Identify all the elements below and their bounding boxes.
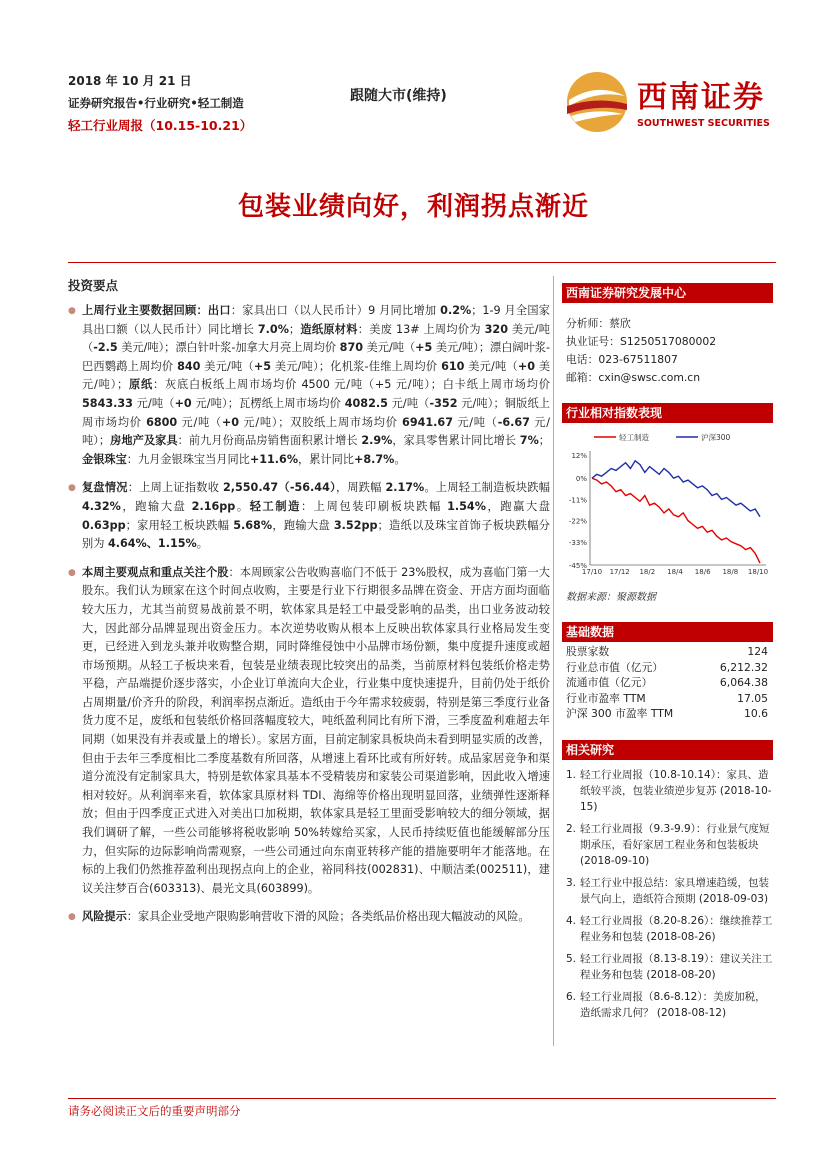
footer-divider xyxy=(68,1098,776,1099)
bullet-data-review xyxy=(68,302,550,469)
bullet-text xyxy=(82,304,550,466)
stats-value: 6,212.32 xyxy=(719,660,768,674)
related-item-title: 轻工行业周报（10.8-10.14）：家具、造纸较平淡，包装业绩逆步复苏 xyxy=(580,769,769,797)
text-run: ：上周包装印刷板块跌幅 xyxy=(300,499,448,513)
stats-label: 股票家数 xyxy=(566,645,610,658)
bold-run: +11.6% xyxy=(249,452,299,466)
text-run: 元/吨（ xyxy=(387,396,430,410)
related-research-item[interactable] xyxy=(566,767,776,815)
bold-run: +5 xyxy=(415,341,433,355)
bold-run: 5843.33 xyxy=(82,396,133,410)
stats-row xyxy=(566,660,768,676)
text-run: 美元/吨）；化机浆-佳维上周均价 xyxy=(271,359,442,373)
bold-run: 风险提示 xyxy=(82,910,127,924)
bold-run: 6800 xyxy=(146,415,178,429)
report-date: 2018 年 10 月 21 日 xyxy=(68,74,192,88)
relative-index-chart xyxy=(558,425,774,585)
bullet-text xyxy=(82,481,550,550)
text-run: 元/吨（ xyxy=(177,415,222,429)
related-item-date: (2018-08-20) xyxy=(646,969,716,981)
related-research-item[interactable] xyxy=(566,875,776,907)
bold-run: +0 xyxy=(517,359,536,373)
text-run: ：九月金银珠宝当月同比 xyxy=(126,452,250,466)
text-run: ，跑赢大盘 xyxy=(485,499,550,513)
related-research-bar: 相关研究 xyxy=(562,740,773,760)
bold-run: 上周行业主要数据回顾：出口 xyxy=(82,304,231,317)
related-item-title: 轻工行业中报总结：家具增速趋缓，包装景气向上，造纸符合预期 xyxy=(580,877,769,905)
bullet-key-views xyxy=(68,564,550,899)
y-tick-label: -33% xyxy=(568,538,587,547)
series-line xyxy=(592,461,760,517)
text-run: ； xyxy=(538,434,550,448)
bold-run: 金银珠宝 xyxy=(82,452,127,466)
research-center-bar: 西南证券研究发展中心 xyxy=(562,283,773,303)
page-title: 包装业绩向好，利润拐点渐近 xyxy=(237,192,589,222)
related-research-item[interactable] xyxy=(566,821,776,869)
legend-label: 沪深300 xyxy=(701,433,731,442)
related-item-date: (2018-08-26) xyxy=(646,931,716,943)
stats-value: 124 xyxy=(747,645,768,658)
bold-run: 2.9% xyxy=(361,434,393,448)
related-item-number: 4. xyxy=(566,915,577,927)
brand-emblem-icon xyxy=(565,70,629,134)
text-run: ：家具企业受地产限购影响营收下滑的风险；各类纸品价格出现大幅波动的风险。 xyxy=(126,910,530,924)
rating: 跟随大市(维持) xyxy=(350,88,447,104)
bold-run: 5.68% xyxy=(233,518,273,532)
stats-label: 沪深 300 市盈率 TTM xyxy=(566,707,674,720)
analyst-phone: 电话：023-67511807 xyxy=(566,353,678,366)
text-run: 美元/吨）； xyxy=(82,359,551,392)
x-tick-label: 18/4 xyxy=(667,568,683,576)
text-run: 元/吨（ xyxy=(132,396,175,410)
stats-label: 行业总市值（亿元） xyxy=(566,660,664,674)
text-run: 。上周轻工制造板块跌幅 xyxy=(424,481,550,495)
related-research-item[interactable] xyxy=(566,951,776,983)
text-run: ，累计同比 xyxy=(298,452,354,466)
bold-run: 原纸 xyxy=(128,378,154,392)
bold-run: +0 xyxy=(174,396,192,410)
related-item-number: 5. xyxy=(566,953,577,965)
text-run: ；家用轻工板块跌幅 xyxy=(125,518,234,532)
text-run: 美元/吨（ xyxy=(363,341,416,355)
bold-run: 1.54% xyxy=(447,499,486,513)
text-run: ，家具零售累计同比增长 xyxy=(392,434,520,448)
analyst-name: 分析师：蔡欣 xyxy=(566,317,631,330)
stats-label: 流通市值（亿元） xyxy=(566,676,653,689)
bullet-text xyxy=(82,910,530,923)
text-run: ：上周上证指数收 xyxy=(127,481,223,495)
text-run: 美元/吨）；漂白针叶浆-加拿大月亮上周均价 xyxy=(117,341,340,355)
analyst-license: 执业证号：S1250517080002 xyxy=(566,335,717,348)
text-run: 元/吨）；铜版纸上周市场均价 xyxy=(82,396,550,429)
bold-run: 复盘情况 xyxy=(82,481,128,495)
related-research-item[interactable] xyxy=(566,913,776,945)
bullet-market-review xyxy=(68,479,550,553)
bold-run: 7.0% xyxy=(257,322,289,336)
main-bullets xyxy=(68,302,550,931)
x-tick-label: 18/10 xyxy=(747,568,769,576)
x-tick-label: 18/2 xyxy=(639,568,656,576)
bold-run: 4082.5 xyxy=(344,396,388,410)
bold-run: 0.2% xyxy=(440,304,472,317)
bold-run: 0.63pp xyxy=(82,518,126,532)
related-item-title: 轻工行业周报（8.20-8.26）：继续推荐工程业务和包装 xyxy=(580,915,773,943)
stats-value: 10.6 xyxy=(743,707,768,720)
brand-logo xyxy=(565,68,775,138)
bold-run: 6941.67 xyxy=(402,415,453,429)
brand-name-cn: 西南证券 xyxy=(637,80,765,115)
report-category: 证券研究报告•行业研究•轻工制造 xyxy=(68,96,244,110)
bullet-risk xyxy=(68,908,550,927)
text-run: ，跑输大盘 xyxy=(272,518,334,532)
stats-label: 行业市盈率 TTM xyxy=(566,691,646,705)
related-item-date: (2018-08-12) xyxy=(656,1007,727,1019)
text-run: ：美废 13# 上周均价为 xyxy=(357,322,485,336)
text-run: ；1-9 月全国家具出口额（以人民币计）同比增长 xyxy=(82,304,550,336)
section-heading: 投资要点 xyxy=(68,278,119,293)
bullet-text xyxy=(82,566,550,895)
bold-run: 870 xyxy=(339,341,364,355)
bold-run: 本周主要观点和重点关注个股 xyxy=(82,565,229,579)
bold-run: 轻工制造 xyxy=(249,499,301,513)
bold-run: -2.5 xyxy=(93,341,118,355)
legend-label: 轻工制造 xyxy=(619,433,649,442)
bold-run: 2,550.47（-56.44） xyxy=(222,481,336,495)
footer-disclaimer: 请务必阅读正文后的重要声明部分 xyxy=(68,1104,241,1118)
series-line xyxy=(592,478,760,563)
bold-run: 2.17% xyxy=(385,481,425,495)
text-run: 元/吨）； xyxy=(82,415,550,448)
text-run: ：灰底白板纸上周市场均价 4500 元/吨（+5 元/吨）；白卡纸上周市场均价 xyxy=(153,378,550,392)
bold-run: 4.64%、1.15% xyxy=(107,537,197,551)
y-tick-label: 0% xyxy=(575,475,587,484)
bold-run: +0 xyxy=(221,415,240,429)
text-run: 美元/吨）；漂白阔叶浆-巴西鹦鹉上周均价 xyxy=(82,341,551,373)
x-tick-label: 18/6 xyxy=(694,568,711,576)
y-tick-label: 12% xyxy=(571,452,587,460)
text-run: 美元/吨（ xyxy=(200,359,254,373)
y-tick-label: -22% xyxy=(568,517,587,526)
text-run: ；造纸以及珠宝首饰子板块跌幅分别为 xyxy=(82,518,550,551)
text-run: ，周跌幅 xyxy=(335,481,386,495)
x-tick-label: 18/8 xyxy=(722,568,739,576)
text-run: 元/吨）；瓦楞纸上周市场均价 xyxy=(191,396,345,410)
bold-run: 造纸原材料 xyxy=(300,322,358,336)
stats-row xyxy=(566,644,768,660)
y-tick-label: -11% xyxy=(568,496,587,505)
related-item-number: 2. xyxy=(566,823,577,835)
related-item-date: (2018-09-03) xyxy=(698,893,769,905)
x-tick-label: 17/10 xyxy=(581,568,603,576)
bold-run: 3.52pp xyxy=(333,518,378,532)
bold-run: -352 xyxy=(429,396,458,410)
bold-run: +5 xyxy=(253,359,272,373)
bold-run: -6.67 xyxy=(497,415,530,429)
bold-run: 2.16pp xyxy=(191,499,236,513)
bold-run: 840 xyxy=(177,359,201,373)
stats-row xyxy=(566,691,768,707)
y-tick-label: -45% xyxy=(568,562,587,570)
related-item-date: (2018-09-10) xyxy=(580,855,650,867)
text-run: 。 xyxy=(394,452,406,466)
stats-row xyxy=(566,675,768,691)
basic-data-bar: 基础数据 xyxy=(562,622,773,642)
index-performance-bar: 行业相对指数表现 xyxy=(562,403,773,423)
data-source: 数据来源：聚源数据 xyxy=(566,592,656,603)
text-run: 元/吨（ xyxy=(453,415,498,429)
text-run: ：前九月份商品房销售面积累计增长 xyxy=(177,434,362,448)
related-research-list xyxy=(566,767,776,1027)
bold-run: 4.32% xyxy=(82,499,121,513)
bold-run: +8.7% xyxy=(353,452,395,466)
bold-run: 610 xyxy=(441,359,465,373)
text-run: 美元/吨（ xyxy=(82,322,550,355)
stats-value: 6,064.38 xyxy=(719,676,768,689)
text-run: ，跑输大盘 xyxy=(120,499,192,513)
report-name: 轻工行业周报（10.15-10.21） xyxy=(68,118,253,133)
text-run: 。 xyxy=(196,537,208,551)
title-divider xyxy=(68,262,776,263)
stats-value: 17.05 xyxy=(737,691,768,705)
bold-run: 房地产及家具 xyxy=(110,434,178,448)
related-item-number: 6. xyxy=(566,991,577,1003)
basic-data-table xyxy=(566,644,768,722)
text-run: 元/吨）；双胶纸上周市场均价 xyxy=(239,415,403,429)
stats-row xyxy=(566,706,768,722)
related-item-title: 轻工行业周报（9.3-9.9）：行业景气度短期承压，看好家居工程业务和包装板块 xyxy=(580,823,770,851)
related-item-number: 1. xyxy=(566,769,577,781)
x-tick-label: 17/12 xyxy=(609,568,630,576)
text-run: ：家具出口（以人民币计）9 月同比增加 xyxy=(230,304,441,317)
related-item-number: 3. xyxy=(566,877,577,889)
brand-name-en: SOUTHWEST SECURITIES xyxy=(637,118,770,129)
text-run: ：本周顾家公告收购喜临门不低于 23%股权，成为喜临门第一大股东。我们认为顾家在这个时间点收购，主要是行业下行期很多品牌在资金、开店方面均面临较大压力，尤其当前贸易战前景不明，软体家具是轻工中最受影响的品类，出口业务波动较大，因此部分品牌显现出资金压力。本次逆势收购从根本上反映出软体家具行业格局发生变更，已经进入到龙头兼并收购整合期，同时降维侵蚀中小品牌市场份额，集中度提升速度或超市场预期。从轻工子板块来看，包装是业绩表现比较突出的品类，当前原材料包装纸价格走势平稳，产品端提价逐步落实，小企业订单流向大企业，行业集中度快速提升，目前仍处于纸价占周期量/价齐升的阶段，利润率拐点渐近。造纸由于今年需求较疲弱，特别是第三季度行业备货力度不足，废纸和包装纸价格回落幅度较大，吨纸盈利同比有所下滑，三季度盈利难超去年同期（如果没有并表或量上的增长）。家居方面，目前定制家具板块尚未看到明显实质的改善，但由于去年三季度相比二季度基数有所回落，从增速上看环比或有所好转。成品家居竞争和渠道分流没有定制家具大，特别是软体家具基本不受精装房和家装公司渠道影响，因此收入增速相对较好。从利润率来看，软体家具原材料 TDI、海绵等价格出现明显回落，业绩弹性逐渐释放；但由于四季度正式进入对美出口加税期，软体家具是轻工里面受影响较大的细分领域，据我们调研了解，一些公司能够将税收影响 50%转嫁给买家，人民币持续贬值也能缓解部分压力，但实际的边际影响尚需观察，一些公司通过向东南亚转移产能的措施要明年才能落地。在标的上我们仍然推荐盈利出现拐点向上的企业，裕同科技(002831)、中顺洁柔(002511)，建议关注梦百合(603313)、晨光文具(603899)。 xyxy=(82,565,550,895)
text-run: 美元/吨（ xyxy=(464,359,518,373)
related-item-date: (2018-10-15) xyxy=(580,785,772,813)
text-run: ； xyxy=(288,322,301,336)
analyst-email[interactable]: 邮箱：cxin@swsc.com.cn xyxy=(566,371,701,384)
bold-run: 7% xyxy=(519,434,539,448)
bold-run: 320 xyxy=(484,322,508,336)
related-item-title: 轻工行业周报（8.13-8.19）：建议关注工程业务和包装 xyxy=(580,953,773,981)
text-run: 。 xyxy=(235,499,250,513)
related-item-title: 轻工行业周报（8.6-8.12）：美废加税，造纸需求几何？ xyxy=(580,991,766,1019)
related-research-item[interactable] xyxy=(566,989,776,1021)
